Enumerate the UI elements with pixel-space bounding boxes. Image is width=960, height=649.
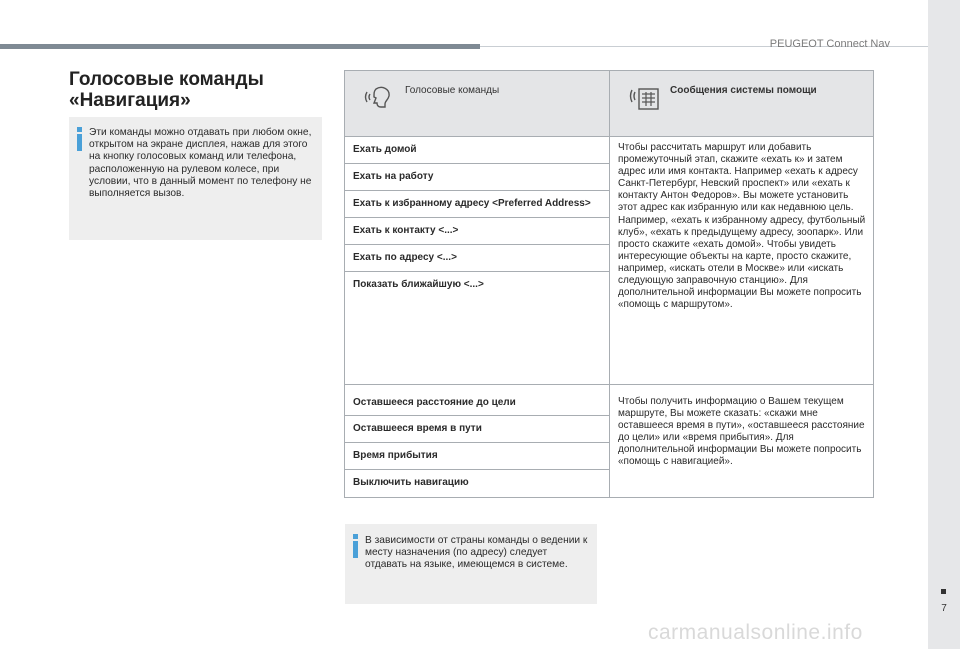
help-text-route: Чтобы рассчитать маршрут или добавить промежуточный этап, скажите «ехать к» и затем адрес или имя контакта. Например «ехать к адресу Санкт-Петербург, Невский проспект» или «ехать к контакту Антон Федоров». Вы можете установить этот адрес как избранную или как недавнюю цель. Например, «ехать к избранному адресу, футбольный клуб», «ехать к предыдущему адресу, зоопарк». Или просто скажите «ехать домой». Чтобы увидеть интересующие объекты на карте, просто скажите, например, «искать отели в Москве» или «искать следующую заправочную станцию». Для дополнительной информации Вы можете попросить «помощь с маршрутом». bbox=[618, 142, 866, 311]
row-rule bbox=[345, 217, 609, 218]
watermark: carmanualsonline.info bbox=[648, 621, 863, 644]
command-go-to-contact: Ехать к контакту <...> bbox=[353, 225, 459, 236]
table-header-help: Сообщения системы помощи bbox=[670, 85, 817, 96]
table-header-left bbox=[345, 71, 609, 136]
header-rule bbox=[0, 44, 480, 49]
section-title bbox=[69, 69, 319, 111]
help-text-route-info: Чтобы получить информацию о Вашем текущем маршруте, Вы можете сказать: «скажи мне оставшееся время в пути», «оставшееся расстояние до цели» или «время прибытия». Для дополнительной информации Вы можете попросить «помощь с навигацией». bbox=[618, 396, 865, 468]
row-rule bbox=[345, 190, 609, 191]
row-rule bbox=[345, 244, 609, 245]
row-rule bbox=[345, 442, 609, 443]
command-go-to-address: Ехать по адресу <...> bbox=[353, 252, 457, 263]
table-column-divider bbox=[609, 71, 610, 497]
manual-title: PEUGEOT Connect Nav bbox=[769, 38, 890, 50]
info-note-top bbox=[69, 117, 322, 240]
voice-commands-table bbox=[344, 70, 874, 498]
info-icon bbox=[353, 534, 359, 558]
info-note-text: Эти команды можно отдавать при любом окне, открытом на экране дисплея, нажав для этого на кнопку голосовых команд или телефона, расположенную на рулевом колесе, при условии, что в данный момент по телефону не выполняется вызов. bbox=[89, 127, 312, 200]
voice-command-icon bbox=[360, 83, 396, 113]
command-remaining-time: Оставшееся время в пути bbox=[353, 423, 482, 434]
info-icon bbox=[77, 127, 83, 151]
info-note-bottom bbox=[345, 524, 597, 604]
row-rule bbox=[345, 163, 609, 164]
command-arrival-time: Время прибытия bbox=[353, 450, 438, 461]
page-marker bbox=[941, 589, 946, 594]
section-title-line2: «Навигация» bbox=[69, 90, 191, 111]
command-show-nearest: Показать ближайшую <...> bbox=[353, 279, 484, 290]
table-header-right bbox=[610, 71, 873, 136]
command-go-home: Ехать домой bbox=[353, 144, 417, 155]
command-stop-navigation: Выключить навигацию bbox=[353, 477, 469, 488]
side-strip bbox=[928, 0, 960, 649]
section-title-line1: Голосовые команды bbox=[69, 69, 264, 90]
command-go-to-preferred-address: Ехать к избранному адресу <Preferred Address> bbox=[353, 198, 591, 209]
info-note-text: В зависимости от страны команды о ведении к месту назначения (по адресу) следует отдавать на языке, имеющемся в системе. bbox=[365, 535, 588, 571]
group-rule bbox=[345, 384, 873, 385]
row-rule bbox=[345, 469, 609, 470]
table-header-commands: Голосовые команды bbox=[405, 85, 500, 96]
command-go-to-work: Ехать на работу bbox=[353, 171, 434, 182]
row-rule bbox=[345, 415, 609, 416]
voice-help-screen-icon bbox=[625, 83, 661, 113]
row-rule bbox=[345, 271, 609, 272]
page-number: 7 bbox=[941, 603, 947, 614]
command-remaining-distance: Оставшееся расстояние до цели bbox=[353, 397, 516, 408]
